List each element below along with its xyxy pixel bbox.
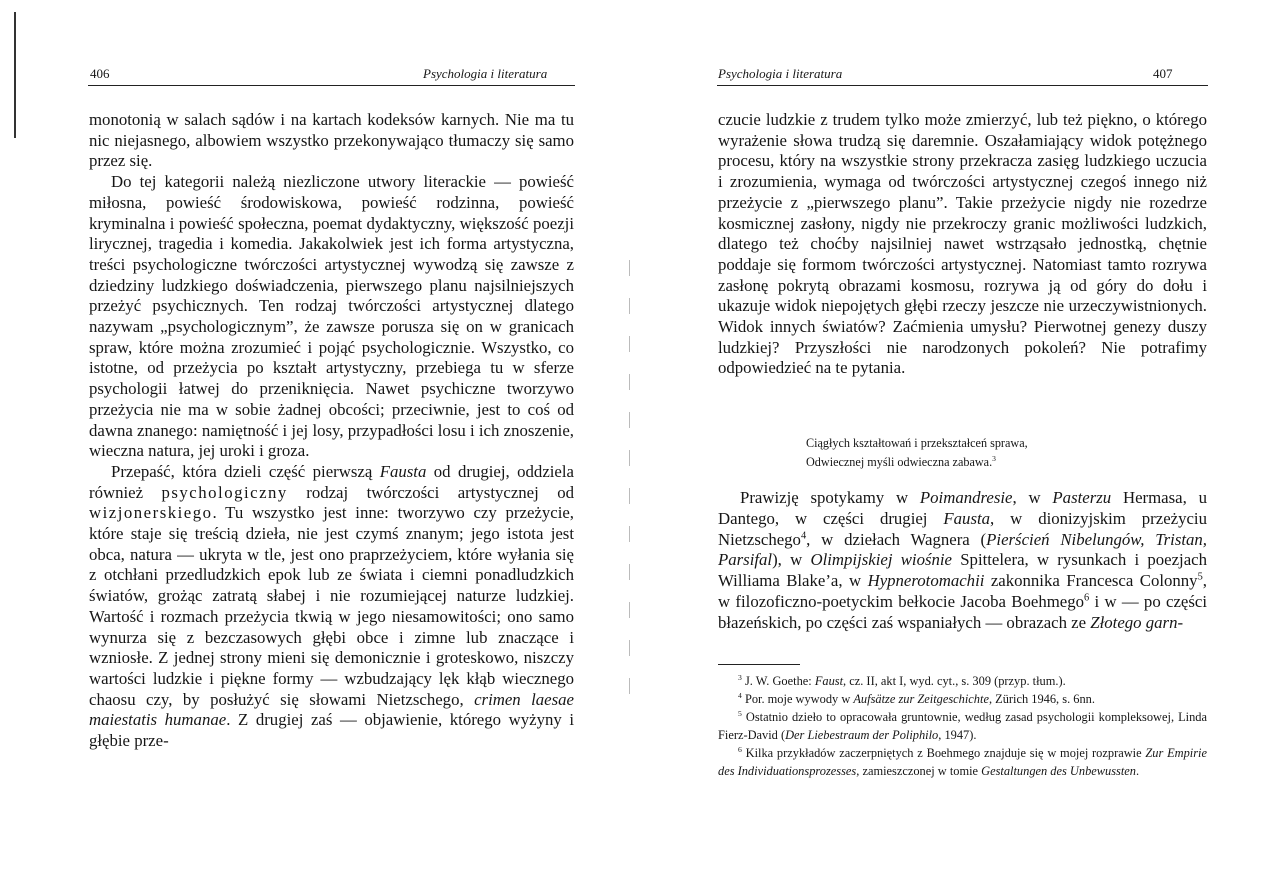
text-run: Pasterzu [1052, 488, 1112, 507]
footnote [718, 690, 1207, 708]
text-run: Faust [814, 674, 844, 688]
text-run: i w — po części błazeńskich, po części zaś wspaniałych — obrazach ze [718, 591, 1207, 632]
text-run: Der Liebestraum der Poliphilo [785, 728, 939, 742]
verse-quote [806, 434, 1136, 472]
footnote [718, 744, 1207, 780]
text-run: Zur Empirie des Individuationsprozesses [718, 746, 1208, 778]
text-run: , zamieszczonej w tomie [856, 764, 982, 778]
paragraph [718, 110, 1207, 379]
text-run: , w dziełach Wagnera ( [806, 529, 987, 549]
page-number-left: 406 [90, 66, 110, 81]
text-run: , w dionizyjskim przeżyciu Nietzschego [718, 508, 1207, 549]
text-run: Pierścień Nibelungów, Tristan, Parsifal [718, 529, 1207, 570]
text-run: Kilka przykładów zaczerpniętych z Boehmego znajduje się w mojej rozprawie [741, 746, 1146, 760]
text-run: Fausta [943, 508, 991, 528]
text-run: psychologiczny [161, 482, 288, 502]
text-run: Do tej kategorii należą niezliczone utwory literackie — powieść miłosna, powieść środowiskowa, powieść rodzinna, powieść kryminalna i powieść społeczna, poemat dydaktyczny, większość poezji lirycznej, tragedia i komedia. Jakakolwiek jest ich forma artystyczna, treści psychologiczne twórczości artystycznej wywodzą się zawsze z dziedziny ludzkiego doświadczenia, pierwszego planu najsilniejszych przeżyć psychicznych. Ten rodzaj twórczości artystycznej dlatego nazywam „psychologicznym”, że zawsze porusza się on w granicach spraw, które można zrozumieć i pojąć psychologicznie. Wszystko, co istotne, od przeżycia po kształt artystyczny, przebiega tu w sferze psychologii łatwej do przeniknięcia. Nawet psychiczne tworzywo przeżycia nie ma w sobie żadnej obcości; przeciwnie, jest to coś od dawna znanego: namiętność i jej losy, przypadłości losu i ich znoszenie, wieczna natura, jej uroki i groza. [89, 172, 574, 461]
page-number-right: 407 [1153, 66, 1173, 81]
header-rule-right [717, 85, 1208, 86]
footnote-ref: 4 [738, 690, 742, 700]
scan-edge-line [14, 12, 16, 138]
text-run: wizjonerskiego [89, 503, 213, 523]
text-run: od drugiej, oddziela również [89, 461, 574, 502]
text-run: Hermasa, u Dantego, w części drugiej [718, 488, 1207, 528]
footnote [718, 672, 1207, 690]
text-run: Hypnerotomachii [867, 571, 985, 591]
footnote-rule [718, 664, 800, 665]
text-run: Gestaltungen des Unbewussten [981, 764, 1137, 778]
text-run: . Z drugiej zaś — objawienie, którego wyżyny i głębie prze- [89, 710, 575, 751]
text-run: , w filozoficzno-poetyckim bełkocie Jacoba Boehmego [718, 571, 1207, 611]
left-body-text [89, 110, 574, 752]
footnote-ref: 3 [738, 672, 742, 682]
footnotes [718, 672, 1207, 780]
text-run: Fausta [379, 461, 427, 481]
text-run: . [1136, 764, 1140, 778]
right-body-text-bottom [718, 488, 1207, 634]
text-run: Ostatnio dzieło to opracowała gruntownie, według zasad psychologii kompleksowej, Linda Fierz-David ( [718, 710, 1207, 742]
footnote-ref: 6 [738, 744, 742, 754]
text-run: Spittelera, w rysunkach i poezjach Williama Blake’a, w [718, 550, 1208, 591]
paragraph [718, 488, 1207, 634]
text-run: monotonią w salach sądów i na kartach kodeksów karnych. Nie ma tu nic niejasnego, albowiem wszystko przekonywająco tłumaczy się samo przez się. [89, 110, 574, 171]
footnote-ref: 4 [800, 530, 807, 541]
text-run: czucie ludzkie z trudem tylko może zmierzyć, lub też piękno, o którego wyrażenie słowa trudzą się daremnie. Oszałamiający widok potężnego procesu, który na wszystkie strony przekracza zasięg ludzkiego uczucia i zrozumienia, wymaga od twórczości artystycznej czegoś innego niż przeżycie z „pierwszego planu”. Takie przeżycie nigdy nie rozedrze kosmicznej zasłony, nigdy nie przekroczy granic możliwości ludzkich, dlatego też choćby najsilniej nawet wstrząsało jednostką, chętnie poddaje się formom twórczości artystycznej. Natomiast tamto rozrywa zasłonę pokrytą obrazami kosmosu, rozrywa ją od góry do dołu i ukazuje widok niepojętych głębi rzeczy jeszcze nie urzeczywistnionych. Widok innych światów? Zaćmienia umysłu? Pierwotnej genezy duszy ludzkiej? Przyszłości nie narodzonych pokoleń? Nie potrafimy odpowiedzieć na te pytania. [718, 110, 1207, 378]
footnote-ref: 5 [1197, 571, 1203, 583]
text-run: crimen laesae maiestatis humanae [89, 689, 574, 730]
text-run: ), w [772, 550, 811, 570]
text-run: . Tu wszystko jest inne: tworzywo czy przeżycie, które staje się treścią dzieła, nie jest czymś znanym; jego istota jest obca, natura — ukryta w tle, jest ono praprzeżyciem, które wyłania się z otchłani przedludzkich epok lub ze świata i ciemni ponadludzkich światów, grożąc zatratą słabej i nie rozumiejącej naturze ludzkiej. Wartość i rozmach przeżycia tkwią w jego niesamowitości; ono samo wynurza się z bezczasowych głębi obce i zimne lub znaczące i wzniosłe. Z jednej strony mieni się demonicznie i groteskowo, niszczy wartości ludzkie i piękne formy — wzbudzający lęk kłąb wiecznego chaosu czy, by posłużyć się słowami Nietzschego, [89, 503, 574, 709]
footnote [718, 708, 1207, 744]
footnote-ref: 3 [992, 453, 996, 463]
text-run: Prawizję spotykamy w [740, 488, 920, 507]
text-run: , w [1012, 488, 1053, 507]
running-head-right: Psychologia i literatura [718, 66, 843, 81]
text-run: Przepaść, która dzieli część pierwszą [111, 461, 380, 481]
text-run: Por. moje wywody w [741, 692, 854, 706]
footnote-ref: 5 [738, 708, 742, 718]
paragraph [89, 172, 574, 462]
verse-line: Ciągłych kształtowań i przekształceń sprawa, [806, 436, 1028, 450]
text-run: J. W. Goethe: [741, 674, 815, 688]
text-run: zakonnika Francesca Colonny [984, 571, 1198, 591]
text-run: rodzaj twórczości artystycznej od [287, 482, 574, 502]
text-run: , cz. II, akt I, wyd. cyt., s. 309 (przyp. tłum.). [843, 674, 1066, 688]
text-run: , 1947). [938, 728, 977, 742]
right-body-text-top [718, 110, 1207, 379]
paragraph [89, 462, 574, 752]
footnote-ref: 6 [1084, 592, 1090, 604]
text-run: , Zürich 1946, s. 6nn. [988, 692, 1095, 706]
text-run: Poimandresie [919, 488, 1013, 507]
paragraph [89, 110, 574, 172]
text-run: Aufsätze zur Zeitgeschichte [853, 692, 989, 706]
text-run: Olimpijskiej wiośnie [810, 550, 952, 570]
text-run: Złotego garn- [1090, 612, 1184, 632]
header-rule-left [88, 85, 575, 86]
verse-line: Odwiecznej myśli odwieczna zabawa.$^3$ [806, 453, 996, 469]
running-head-left: Psychologia i literatura [423, 66, 548, 81]
